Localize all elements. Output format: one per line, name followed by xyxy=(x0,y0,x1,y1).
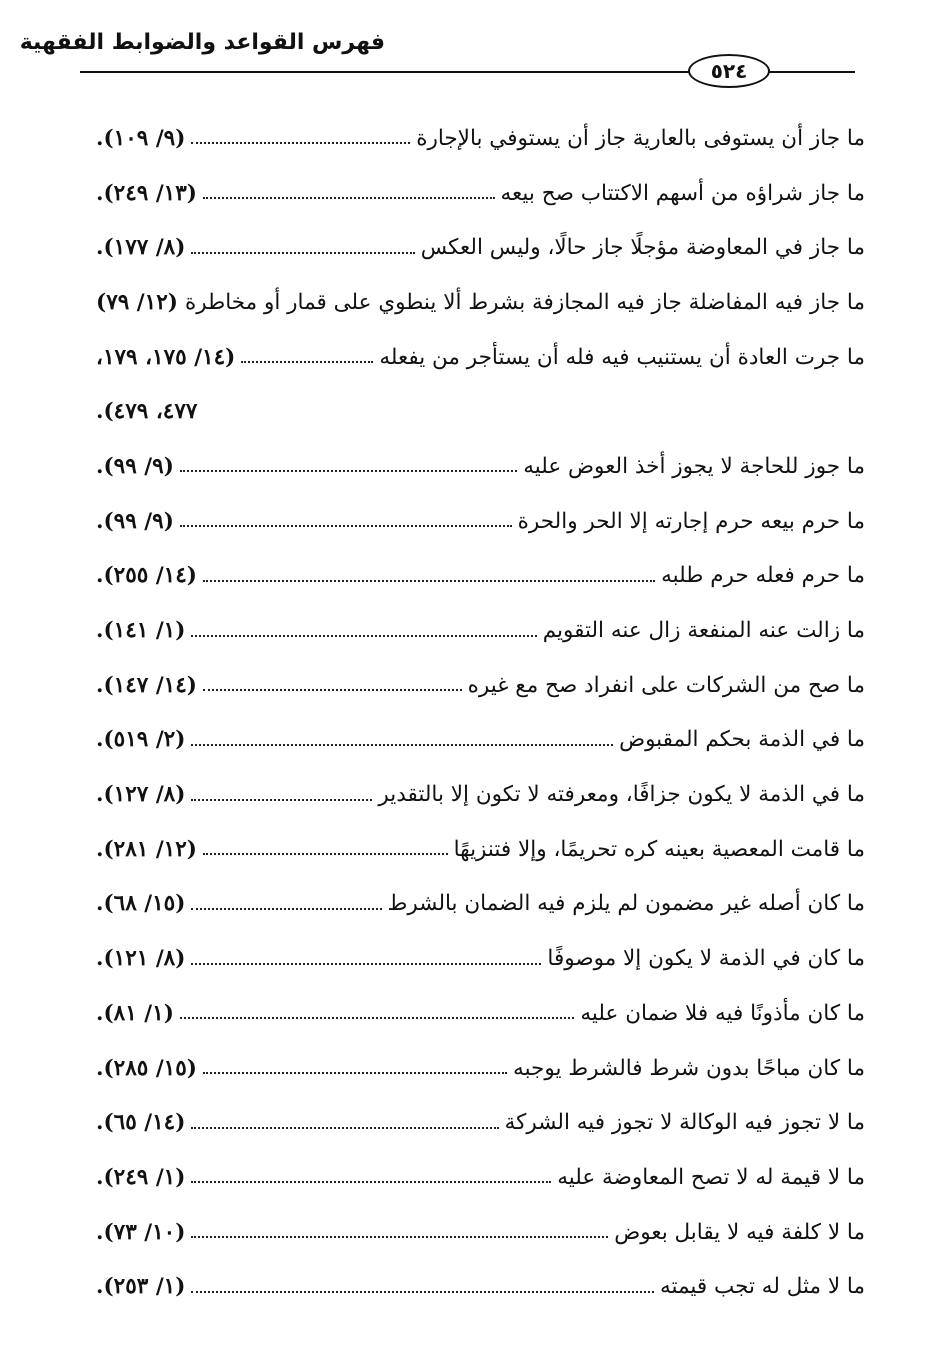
dot-leader xyxy=(180,525,512,527)
entry-text: ما جوز للحاجة لا يجوز أخذ العوض عليه xyxy=(523,453,865,479)
entry-reference: (٨/ ١٢١). xyxy=(96,946,186,972)
entry-reference: (١٤/ ٢٥٥). xyxy=(96,563,197,589)
dot-leader xyxy=(180,1017,575,1019)
entry-text: ما جاز فيه المفاضلة جاز فيه المجازفة بشرط ألا ينطوي على قمار أو مخاطرة xyxy=(184,289,865,315)
entry-text: ما في الذمة بحكم المقبوض xyxy=(619,727,865,753)
index-entry xyxy=(96,1041,865,1096)
entry-text: ما في الذمة لا يكون جزافًا، ومعرفته لا تكون إلا بالتقدير xyxy=(378,782,865,808)
index-entries xyxy=(96,111,865,1314)
index-entry xyxy=(96,713,865,768)
entry-reference: (١٠/ ٧٣). xyxy=(96,1219,186,1245)
index-entry xyxy=(96,549,865,604)
entry-reference: (١٢/ ٧٩) xyxy=(96,289,178,315)
index-entry xyxy=(96,986,865,1041)
entry-reference: (٩/ ٩٩). xyxy=(96,508,174,534)
index-entry xyxy=(96,658,865,713)
dot-leader xyxy=(191,1181,551,1183)
entry-reference: (٢/ ٥١٩). xyxy=(96,727,186,753)
entry-reference: (٨/ ١٧٧). xyxy=(96,235,186,261)
dot-leader xyxy=(191,1291,654,1293)
entry-text: ما كان مأذونًا فيه فلا ضمان عليه xyxy=(580,1000,865,1026)
entry-text: ما لا مثل له تجب قيمته xyxy=(659,1274,865,1300)
index-entry xyxy=(96,822,865,877)
dot-leader xyxy=(191,252,414,254)
entry-reference: (١/ ٨١). xyxy=(96,1000,174,1026)
dot-leader xyxy=(191,635,536,637)
index-entry xyxy=(96,603,865,658)
entry-text: ما كان في الذمة لا يكون إلا موصوفًا xyxy=(547,946,865,972)
entry-reference: (١٣/ ٢٤٩). xyxy=(96,180,197,206)
entry-text: ما جاز شراؤه من أسهم الاكتتاب صح بيعه xyxy=(500,180,865,206)
entry-text: ما حرم فعله حرم طلبه xyxy=(661,563,865,589)
entry-reference: (١٤/ ١٤٧). xyxy=(96,672,197,698)
entry-reference: (١٤/ ١٧٥، ١٧٩، xyxy=(96,344,236,370)
entry-text: ما جرت العادة أن يستنيب فيه فله أن يستأجر من يفعله xyxy=(379,344,865,370)
dot-leader xyxy=(191,142,410,144)
entry-reference-continued-text: ٤٧٧، ٤٧٩). xyxy=(96,399,198,425)
dot-leader xyxy=(191,1236,608,1238)
entry-reference: (١٤/ ٦٥). xyxy=(96,1110,186,1136)
dot-leader xyxy=(191,963,541,965)
index-entry xyxy=(96,220,865,275)
entry-reference: (١٥/ ٦٨). xyxy=(96,891,186,917)
entry-text: ما جاز أن يستوفى بالعارية جاز أن يستوفي بالإجارة xyxy=(416,125,865,151)
entry-text: ما صح من الشركات على انفراد صح مع غيره xyxy=(467,672,865,698)
entry-text: ما جاز في المعاوضة مؤجلًا جاز حالًا، وليس العكس xyxy=(420,235,865,261)
index-entry xyxy=(96,494,865,549)
entry-reference: (١٢/ ٢٨١). xyxy=(96,836,197,862)
entry-text: ما لا قيمة له لا تصح المعاوضة عليه xyxy=(557,1164,865,1190)
entry-text: ما زالت عنه المنفعة زال عنه التقويم xyxy=(542,618,865,644)
dot-leader xyxy=(203,1072,507,1074)
page-title: فهرس القواعد والضوابط الفقهية xyxy=(19,30,385,55)
entry-reference: (١/ ١٤١). xyxy=(96,618,186,644)
index-entry xyxy=(96,1205,865,1260)
entry-reference-continued xyxy=(96,384,865,439)
entry-text: ما كان أصله غير مضمون لم يلزم فيه الضمان بالشرط xyxy=(387,891,865,917)
entry-text: ما قامت المعصية بعينه كره تحريمًا، وإلا فتنزيهًا xyxy=(453,836,865,862)
entry-reference: (٩/ ٩٩). xyxy=(96,453,174,479)
dot-leader xyxy=(191,799,372,801)
entry-reference: (١/ ٢٤٩). xyxy=(96,1164,186,1190)
index-entry xyxy=(96,439,865,494)
entry-reference: (١/ ٢٥٣). xyxy=(96,1274,186,1300)
index-entry xyxy=(96,877,865,932)
dot-leader xyxy=(203,580,655,582)
entry-text: ما كان مباحًا بدون شرط فالشرط يوجبه xyxy=(513,1055,865,1081)
dot-leader xyxy=(203,197,495,199)
index-entry xyxy=(96,166,865,221)
dot-leader xyxy=(203,853,448,855)
dot-leader xyxy=(241,361,373,363)
index-entry xyxy=(96,767,865,822)
index-entry xyxy=(96,1095,865,1150)
index-entry xyxy=(96,275,865,330)
entry-text: ما حرم بيعه حرم إجارته إلا الحر والحرة xyxy=(517,508,865,534)
index-entry xyxy=(96,1150,865,1205)
index-entry xyxy=(96,111,865,166)
entry-reference: (٩/ ١٠٩). xyxy=(96,125,186,151)
index-entry xyxy=(96,931,865,986)
dot-leader xyxy=(191,1127,498,1129)
dot-leader xyxy=(180,470,517,472)
index-entry xyxy=(96,1259,865,1314)
entry-reference: (٨/ ١٢٧). xyxy=(96,782,186,808)
page-number: ٥٢٤ xyxy=(688,54,770,88)
entry-text: ما لا تجوز فيه الوكالة لا تجوز فيه الشركة xyxy=(504,1110,865,1136)
entry-reference: (١٥/ ٢٨٥). xyxy=(96,1055,197,1081)
dot-leader xyxy=(191,744,613,746)
entry-text: ما لا كلفة فيه لا يقابل بعوض xyxy=(614,1219,865,1245)
dot-leader xyxy=(191,908,381,910)
dot-leader xyxy=(203,689,462,691)
index-entry xyxy=(96,330,865,385)
